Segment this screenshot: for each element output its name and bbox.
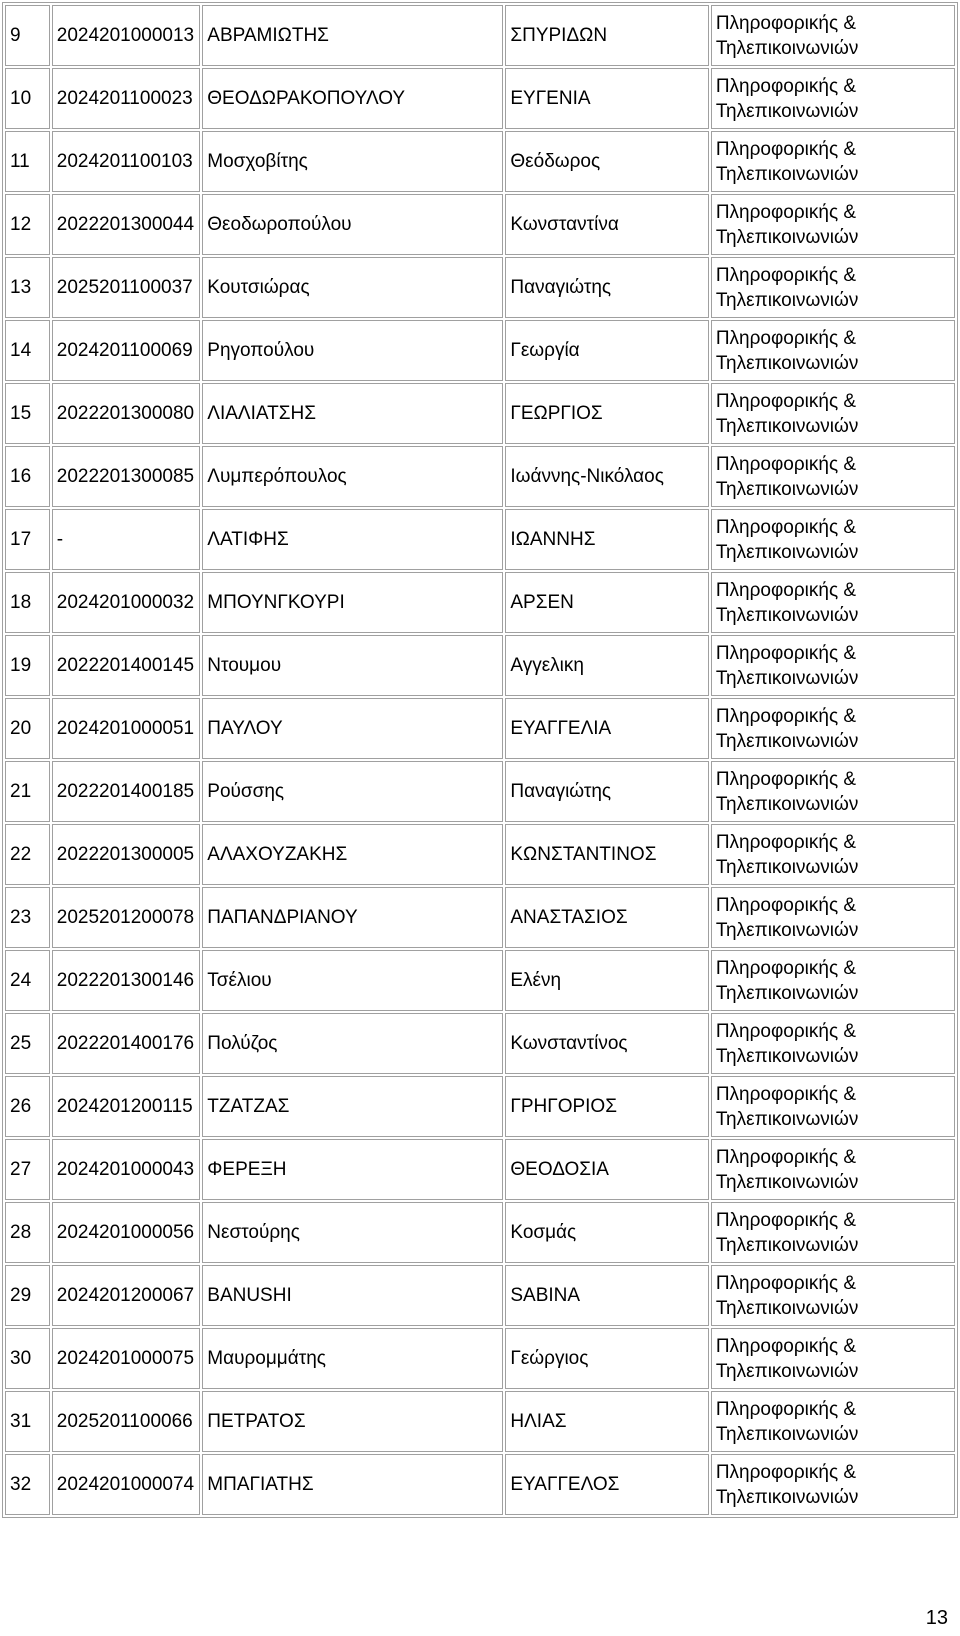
department-line-2: Τηλεπικοινωνιών	[715, 793, 859, 815]
first-name-cell: ΘΕΟΔΟΣΙΑ	[505, 1139, 708, 1200]
first-name-cell: Παναγιώτης	[505, 257, 708, 318]
department-line-1: Πληροφορικής &	[715, 264, 857, 286]
first-name-cell: ΕΥΑΓΓΕΛΟΣ	[505, 1454, 708, 1515]
department-line-2: Τηλεπικοινωνιών	[715, 289, 859, 311]
registration-id-cell: -	[52, 509, 201, 570]
department-line-2: Τηλεπικοινωνιών	[715, 37, 859, 59]
row-number-cell: 11	[5, 131, 50, 192]
row-number-cell: 29	[5, 1265, 50, 1326]
department-cell	[711, 194, 955, 255]
department-line-1: Πληροφορικής &	[715, 831, 857, 853]
table-row	[5, 5, 955, 66]
registration-id-cell: 2024201200067	[52, 1265, 201, 1326]
department-line-1: Πληροφορικής &	[715, 1461, 857, 1483]
department-cell	[711, 257, 955, 318]
department-line-2: Τηλεπικοινωνιών	[715, 163, 859, 185]
first-name-cell: ΕΥΑΓΓΕΛΙΑ	[505, 698, 708, 759]
table-row	[5, 194, 955, 255]
department-line-2: Τηλεπικοινωνιών	[715, 100, 859, 122]
department-line-1: Πληροφορικής &	[715, 12, 857, 34]
department-line-1: Πληροφορικής &	[715, 327, 857, 349]
registration-id-cell: 2022201300085	[52, 446, 201, 507]
department-line-1: Πληροφορικής &	[715, 201, 857, 223]
table-row	[5, 1328, 955, 1389]
last-name-cell: ΜΠΑΓΙΑΤΗΣ	[202, 1454, 503, 1515]
row-number-cell: 26	[5, 1076, 50, 1137]
roster-body	[5, 5, 955, 1515]
department-line-2: Τηλεπικοινωνιών	[715, 226, 859, 248]
department-line-2: Τηλεπικοινωνιών	[715, 1045, 859, 1067]
last-name-cell: Πολύζος	[202, 1013, 503, 1074]
department-line-2: Τηλεπικοινωνιών	[715, 604, 859, 626]
table-row	[5, 1013, 955, 1074]
registration-id-cell: 2024201100069	[52, 320, 201, 381]
department-cell	[711, 887, 955, 948]
row-number-cell: 10	[5, 68, 50, 129]
row-number-cell: 13	[5, 257, 50, 318]
department-line-2: Τηλεπικοινωνιών	[715, 478, 859, 500]
table-row	[5, 698, 955, 759]
first-name-cell: Παναγιώτης	[505, 761, 708, 822]
first-name-cell: ΓΡΗΓΟΡΙΟΣ	[505, 1076, 708, 1137]
department-line-1: Πληροφορικής &	[715, 642, 857, 664]
department-line-2: Τηλεπικοινωνιών	[715, 856, 859, 878]
table-row	[5, 1076, 955, 1137]
department-cell	[711, 761, 955, 822]
department-cell	[711, 1328, 955, 1389]
first-name-cell: ΣΠΥΡΙΔΩΝ	[505, 5, 708, 66]
department-line-2: Τηλεπικοινωνιών	[715, 1108, 859, 1130]
department-line-1: Πληροφορικής &	[715, 516, 857, 538]
first-name-cell: Γεωργία	[505, 320, 708, 381]
row-number-cell: 22	[5, 824, 50, 885]
department-cell	[711, 572, 955, 633]
last-name-cell: Κουτσιώρας	[202, 257, 503, 318]
table-row	[5, 1202, 955, 1263]
registration-id-cell: 2022201300146	[52, 950, 201, 1011]
department-cell	[711, 635, 955, 696]
last-name-cell: Ντουμου	[202, 635, 503, 696]
row-number-cell: 30	[5, 1328, 50, 1389]
row-number-cell: 32	[5, 1454, 50, 1515]
department-line-2: Τηλεπικοινωνιών	[715, 982, 859, 1004]
registration-id-cell: 2022201300080	[52, 383, 201, 444]
last-name-cell: ΘΕΟΔΩΡΑΚΟΠΟΥΛΟΥ	[202, 68, 503, 129]
first-name-cell: Γεώργιος	[505, 1328, 708, 1389]
department-cell	[711, 68, 955, 129]
department-cell	[711, 1391, 955, 1452]
department-line-1: Πληροφορικής &	[715, 1398, 857, 1420]
student-roster-table	[2, 2, 958, 1518]
table-row	[5, 1265, 955, 1326]
last-name-cell: ΜΠΟΥΝΓΚΟΥΡΙ	[202, 572, 503, 633]
first-name-cell: Ελένη	[505, 950, 708, 1011]
first-name-cell: ΚΩΝΣΤΑΝΤΙΝΟΣ	[505, 824, 708, 885]
table-row	[5, 761, 955, 822]
last-name-cell: ΤΖΑΤΖΑΣ	[202, 1076, 503, 1137]
registration-id-cell: 2025201100066	[52, 1391, 201, 1452]
department-cell	[711, 1202, 955, 1263]
last-name-cell: Μοσχοβίτης	[202, 131, 503, 192]
last-name-cell: ΛΙΑΛΙΑΤΣΗΣ	[202, 383, 503, 444]
registration-id-cell: 2024201200115	[52, 1076, 201, 1137]
department-line-1: Πληροφορικής &	[715, 894, 857, 916]
registration-id-cell: 2024201100103	[52, 131, 201, 192]
row-number-cell: 21	[5, 761, 50, 822]
department-line-1: Πληροφορικής &	[715, 75, 857, 97]
department-line-1: Πληροφορικής &	[715, 453, 857, 475]
last-name-cell: Τσέλιου	[202, 950, 503, 1011]
table-row	[5, 824, 955, 885]
first-name-cell: ΗΛΙΑΣ	[505, 1391, 708, 1452]
department-line-1: Πληροφορικής &	[715, 579, 857, 601]
registration-id-cell: 2024201000051	[52, 698, 201, 759]
last-name-cell: ΑΒΡΑΜΙΩΤΗΣ	[202, 5, 503, 66]
table-row	[5, 887, 955, 948]
department-line-2: Τηλεπικοινωνιών	[715, 667, 859, 689]
last-name-cell: Ρηγοπούλου	[202, 320, 503, 381]
department-cell	[711, 1265, 955, 1326]
department-line-1: Πληροφορικής &	[715, 1083, 857, 1105]
table-row	[5, 257, 955, 318]
row-number-cell: 12	[5, 194, 50, 255]
row-number-cell: 9	[5, 5, 50, 66]
first-name-cell: Κωνσταντίνα	[505, 194, 708, 255]
department-line-1: Πληροφορικής &	[715, 390, 857, 412]
department-cell	[711, 950, 955, 1011]
department-cell	[711, 824, 955, 885]
department-cell	[711, 1013, 955, 1074]
department-line-2: Τηλεπικοινωνιών	[715, 730, 859, 752]
registration-id-cell: 2024201000032	[52, 572, 201, 633]
registration-id-cell: 2024201000013	[52, 5, 201, 66]
last-name-cell: ΠΕΤΡΑΤΟΣ	[202, 1391, 503, 1452]
department-cell	[711, 1139, 955, 1200]
department-cell	[711, 320, 955, 381]
table-row	[5, 1139, 955, 1200]
department-line-1: Πληροφορικής &	[715, 1146, 857, 1168]
department-line-2: Τηλεπικοινωνιών	[715, 1423, 859, 1445]
registration-id-cell: 2022201400145	[52, 635, 201, 696]
department-cell	[711, 5, 955, 66]
row-number-cell: 24	[5, 950, 50, 1011]
last-name-cell: Ρούσσης	[202, 761, 503, 822]
row-number-cell: 25	[5, 1013, 50, 1074]
department-line-1: Πληροφορικής &	[715, 705, 857, 727]
department-line-1: Πληροφορικής &	[715, 957, 857, 979]
department-cell	[711, 131, 955, 192]
last-name-cell: Νεστούρης	[202, 1202, 503, 1263]
registration-id-cell: 2022201300005	[52, 824, 201, 885]
registration-id-cell: 2024201100023	[52, 68, 201, 129]
first-name-cell: Ιωάννης-Νικόλαος	[505, 446, 708, 507]
table-row	[5, 1454, 955, 1515]
table-row	[5, 635, 955, 696]
department-line-2: Τηλεπικοινωνιών	[715, 1297, 859, 1319]
department-line-2: Τηλεπικοινωνιών	[715, 919, 859, 941]
department-line-2: Τηλεπικοινωνιών	[715, 1171, 859, 1193]
table-row	[5, 68, 955, 129]
department-line-1: Πληροφορικής &	[715, 1335, 857, 1357]
department-line-2: Τηλεπικοινωνιών	[715, 352, 859, 374]
department-line-1: Πληροφορικής &	[715, 1272, 857, 1294]
department-line-1: Πληροφορικής &	[715, 138, 857, 160]
registration-id-cell: 2022201400185	[52, 761, 201, 822]
last-name-cell: ΠΑΥΛΟΥ	[202, 698, 503, 759]
row-number-cell: 28	[5, 1202, 50, 1263]
row-number-cell: 19	[5, 635, 50, 696]
first-name-cell: ΑΝΑΣΤΑΣΙΟΣ	[505, 887, 708, 948]
registration-id-cell: 2025201200078	[52, 887, 201, 948]
table-row	[5, 131, 955, 192]
row-number-cell: 17	[5, 509, 50, 570]
row-number-cell: 14	[5, 320, 50, 381]
row-number-cell: 18	[5, 572, 50, 633]
department-line-2: Τηλεπικοινωνιών	[715, 1486, 859, 1508]
table-row	[5, 509, 955, 570]
first-name-cell: Κωνσταντίνος	[505, 1013, 708, 1074]
row-number-cell: 16	[5, 446, 50, 507]
last-name-cell: ΦΕΡΕΞΗ	[202, 1139, 503, 1200]
department-line-1: Πληροφορικής &	[715, 1020, 857, 1042]
page-number: 13	[925, 1607, 948, 1629]
table-row	[5, 383, 955, 444]
registration-id-cell: 2024201000043	[52, 1139, 201, 1200]
first-name-cell: SABINA	[505, 1265, 708, 1326]
department-line-2: Τηλεπικοινωνιών	[715, 1360, 859, 1382]
last-name-cell: ΠΑΠΑΝΔΡΙΑΝΟΥ	[202, 887, 503, 948]
first-name-cell: ΕΥΓΕΝΙΑ	[505, 68, 708, 129]
row-number-cell: 31	[5, 1391, 50, 1452]
last-name-cell: ΑΛΑΧΟΥΖΑΚΗΣ	[202, 824, 503, 885]
last-name-cell: Θεοδωροπούλου	[202, 194, 503, 255]
row-number-cell: 15	[5, 383, 50, 444]
table-row	[5, 572, 955, 633]
table-row	[5, 320, 955, 381]
first-name-cell: ΑΡΣΕΝ	[505, 572, 708, 633]
registration-id-cell: 2024201000075	[52, 1328, 201, 1389]
row-number-cell: 23	[5, 887, 50, 948]
last-name-cell: Μαυρομμάτης	[202, 1328, 503, 1389]
department-cell	[711, 446, 955, 507]
first-name-cell: Θεόδωρος	[505, 131, 708, 192]
department-line-2: Τηλεπικοινωνιών	[715, 541, 859, 563]
table-row	[5, 950, 955, 1011]
table-row	[5, 446, 955, 507]
first-name-cell: Αγγελικη	[505, 635, 708, 696]
registration-id-cell: 2025201100037	[52, 257, 201, 318]
last-name-cell: BANUSHI	[202, 1265, 503, 1326]
first-name-cell: ΓΕΩΡΓΙΟΣ	[505, 383, 708, 444]
department-cell	[711, 698, 955, 759]
registration-id-cell: 2022201400176	[52, 1013, 201, 1074]
registration-id-cell: 2024201000056	[52, 1202, 201, 1263]
registration-id-cell: 2024201000074	[52, 1454, 201, 1515]
department-line-2: Τηλεπικοινωνιών	[715, 1234, 859, 1256]
department-line-1: Πληροφορικής &	[715, 1209, 857, 1231]
first-name-cell: Κοσμάς	[505, 1202, 708, 1263]
last-name-cell: Λυμπερόπουλος	[202, 446, 503, 507]
department-cell	[711, 1076, 955, 1137]
department-line-1: Πληροφορικής &	[715, 768, 857, 790]
row-number-cell: 20	[5, 698, 50, 759]
department-cell	[711, 1454, 955, 1515]
row-number-cell: 27	[5, 1139, 50, 1200]
department-cell	[711, 383, 955, 444]
table-row	[5, 1391, 955, 1452]
department-cell	[711, 509, 955, 570]
last-name-cell: ΛΑΤΙΦΗΣ	[202, 509, 503, 570]
registration-id-cell: 2022201300044	[52, 194, 201, 255]
first-name-cell: ΙΩΑΝΝΗΣ	[505, 509, 708, 570]
department-line-2: Τηλεπικοινωνιών	[715, 415, 859, 437]
